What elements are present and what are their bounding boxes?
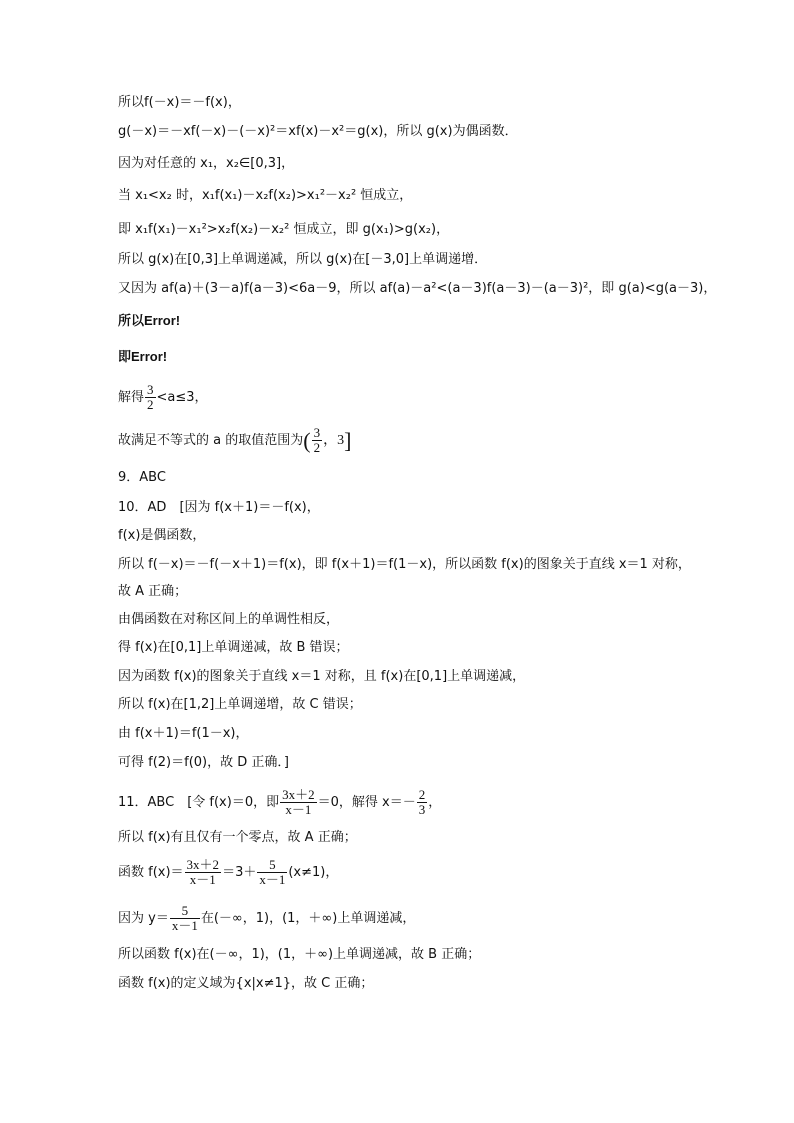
error-line: 即Error! [118, 349, 168, 364]
text-line: 所以 f(－x)＝－f(－x＋1)＝f(x)，即 f(x＋1)＝f(1－x)，所以函数 f(x)的图象关于直线 x＝1 对称， [118, 557, 691, 572]
solution-line [118, 383, 208, 412]
text-line: 由偶函数在对称区间上的单调性相反， [118, 612, 340, 627]
text-segment: 因为 y＝ [118, 911, 169, 926]
text-line: 所以 g(x)在[0,3]上单调递减，所以 g(x)在[－3,0]上单调递增． [118, 252, 488, 267]
text-line: 所以函数 f(x)在(－∞，1)，(1，＋∞)上单调递减，故 B 正确； [118, 947, 481, 962]
fraction-numerator: 3x＋2 [186, 857, 220, 872]
function-line [118, 858, 338, 887]
text-line: 当 x₁<x₂ 时，x₁f(x₁)－x₂f(x₂)>x₁²－x₂² 恒成立， [118, 188, 413, 203]
text-segment: ＝0，解得 x＝－ [317, 795, 416, 810]
fraction-numerator: 3x＋2 [282, 787, 315, 802]
fraction [145, 383, 156, 412]
bracket-right: ] [344, 427, 352, 453]
text-segment: 在(－∞，1)，(1，＋∞)上单调递减， [200, 911, 416, 926]
fraction [257, 858, 287, 887]
text-line: 即 x₁f(x₁)－x₁²>x₂f(x₂)－x₂² 恒成立，即 g(x₁)>g(x₂)， [118, 222, 450, 237]
text-segment: ＝3＋ [222, 865, 257, 880]
text-line: f(x)是偶函数， [118, 528, 206, 543]
text-line: 所以 f(x)有且仅有一个零点，故 A 正确； [118, 830, 357, 845]
text-line: 所以f(－x)＝－f(x)， [118, 95, 241, 110]
text-segment: 解得 [118, 390, 145, 405]
fraction-denominator: x－1 [171, 918, 198, 933]
fraction-numerator: 3 [147, 382, 154, 397]
text-segment: (x≠1)， [288, 865, 339, 880]
text-segment: 故满足不等式的 a 的取值范围为 [118, 433, 304, 448]
text-line: 又因为 af(a)＋(3－a)f(a－3)<6a－9，所以 af(a)－a²<(a－3)f(a－3)－(a－3)²，即 g(a)<g(a－3)， [118, 281, 717, 296]
answer-line: 9．ABC [118, 470, 166, 485]
fraction [312, 426, 323, 455]
text-segment: <a≤3， [156, 390, 208, 405]
fraction-denominator: x－1 [185, 872, 222, 887]
bracket-left: ( [303, 427, 311, 453]
y-line [118, 904, 415, 933]
text-line: 故 A 正确； [118, 584, 188, 599]
text-segment: 11．ABC [令 f(x)＝0，即 [118, 795, 280, 810]
text-line: 可得 f(2)＝f(0)，故 D 正确．] [118, 755, 289, 770]
fraction-denominator: 3 [418, 802, 426, 817]
q11-line [118, 788, 441, 817]
text-line: 因为函数 f(x)的图象关于直线 x＝1 对称，且 f(x)在[0,1]上单调递减， [118, 669, 526, 684]
range-line [118, 426, 351, 455]
fraction [185, 858, 222, 887]
text-segment: 函数 f(x)＝ [118, 865, 184, 880]
text-line: g(－x)＝－xf(－x)－(－x)²＝xf(x)－x²＝g(x)，所以 g(x)为偶函数． [118, 124, 518, 139]
fraction-denominator: 2 [313, 440, 321, 455]
error-line: 所以Error! [118, 313, 181, 328]
fraction [280, 788, 317, 817]
fraction [417, 788, 428, 817]
text-line: 10．AD [因为 f(x＋1)＝－f(x)， [118, 500, 320, 515]
text-line: 函数 f(x)的定义域为{x|x≠1}，故 C 正确； [118, 976, 374, 991]
fraction-numerator: 2 [418, 787, 426, 802]
fraction-numerator: 5 [269, 857, 276, 872]
text-line: 因为对任意的 x₁，x₂∈[0,3]， [118, 156, 295, 171]
text-line: 得 f(x)在[0,1]上单调递减，故 B 错误； [118, 640, 349, 655]
fraction-denominator: x－1 [259, 872, 286, 887]
fraction-numerator: 5 [181, 903, 189, 918]
text-segment: ， [428, 795, 442, 810]
text-line: 由 f(x＋1)＝f(1－x)， [118, 726, 249, 741]
fraction-denominator: x－1 [280, 802, 317, 817]
fraction-denominator: 2 [147, 397, 154, 412]
fraction [170, 904, 200, 933]
comma: ， [323, 433, 338, 448]
range-upper: 3 [337, 433, 345, 448]
fraction-numerator: 3 [313, 425, 321, 440]
text-line: 所以 f(x)在[1,2]上单调递增，故 C 错误； [118, 697, 362, 712]
